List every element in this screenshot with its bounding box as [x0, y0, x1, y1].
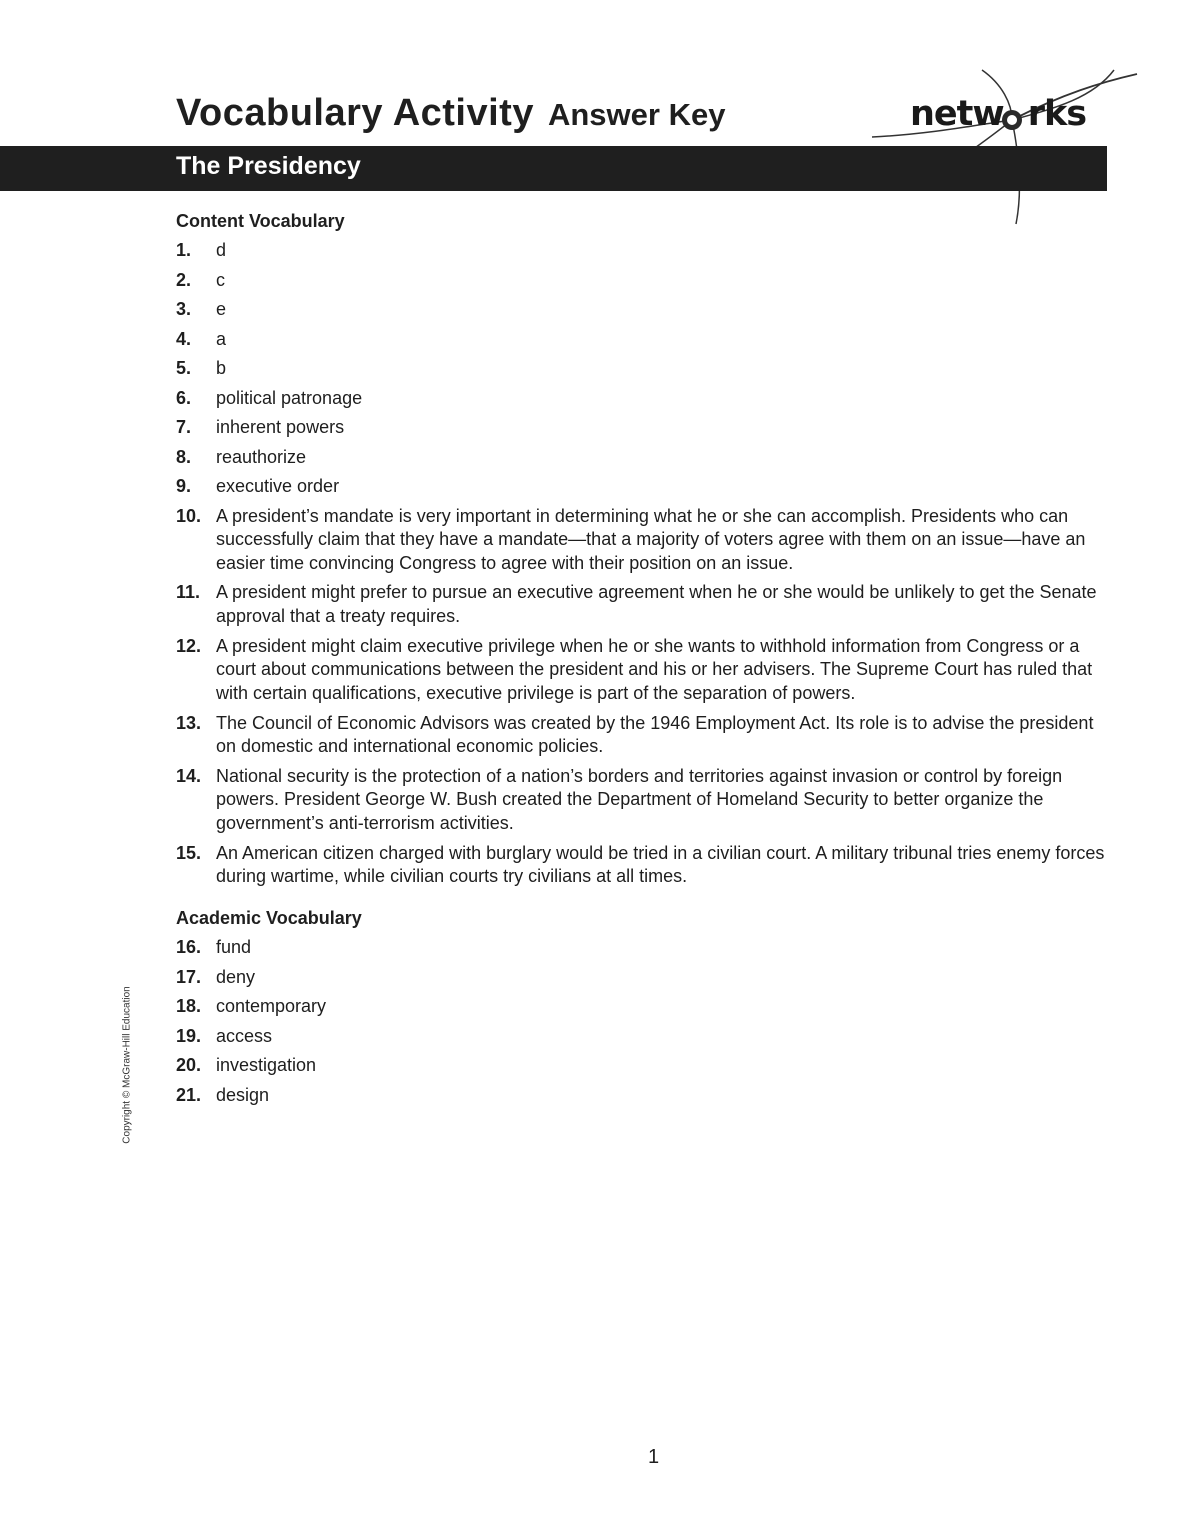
logo-text-left: netw: [910, 94, 1004, 134]
list-item: [176, 581, 1106, 628]
item-answer: deny: [216, 966, 256, 987]
page-header: [176, 92, 725, 135]
list-item: [176, 712, 1106, 759]
item-number: 18.: [176, 996, 202, 1017]
item-answer: access: [216, 1025, 273, 1046]
page-number: 1: [648, 1446, 660, 1468]
list-item: [176, 966, 1106, 990]
item-number: 11.: [176, 582, 201, 603]
item-answer: c: [216, 269, 225, 290]
item-number: 19.: [176, 1025, 202, 1046]
chapter-banner: [0, 146, 1107, 191]
page-subtitle: Answer Key: [547, 97, 726, 132]
item-number: 6.: [176, 387, 192, 408]
item-answer: fund: [216, 937, 252, 958]
item-answer: National security is the protection of a nation’s borders and territories against invasion or control by foreign powers. President George W. Bush created the Department of Homeland Security to better organize the government’s anti-terrorism activities.: [216, 765, 1063, 834]
item-number: 7.: [176, 417, 192, 437]
item-answer: A president’s mandate is very important in determining what he or she can accomplish. Presidents who can successfully claim that they have a mandate—that a majority of voters agree with them on an issue—have an easier time convincing Congress to agree with their position on an issue.: [216, 505, 1086, 573]
item-number: 12.: [176, 635, 202, 656]
list-item: [176, 387, 1106, 411]
item-answer: e: [216, 299, 227, 319]
list-item: [176, 635, 1106, 706]
item-number: 10.: [176, 505, 202, 526]
content-vocabulary-heading: Content Vocabulary: [176, 211, 345, 231]
item-number: 17.: [176, 966, 202, 987]
list-item: [176, 357, 1106, 381]
list-item: [176, 446, 1106, 470]
item-number: 14.: [176, 765, 202, 786]
item-answer: investigation: [216, 1055, 317, 1076]
item-number: 13.: [176, 712, 202, 733]
list-item: [176, 936, 1106, 960]
item-answer: contemporary: [216, 996, 327, 1017]
item-answer: executive order: [216, 476, 340, 496]
list-item: [176, 269, 1106, 293]
item-number: 21.: [176, 1084, 202, 1105]
list-item: [176, 328, 1106, 352]
answer-key-content: [176, 211, 1106, 1113]
item-number: 1.: [176, 240, 192, 260]
item-number: 16.: [176, 937, 202, 958]
list-item: [176, 765, 1106, 836]
list-item: [176, 1054, 1106, 1078]
item-number: 2.: [176, 269, 192, 290]
item-answer: d: [216, 240, 227, 260]
item-number: 8.: [176, 446, 192, 467]
item-answer: design: [216, 1084, 270, 1105]
list-item: [176, 995, 1106, 1019]
item-answer: A president might prefer to pursue an executive agreement when he or she would be unlikely to get the Senate approval that a treaty requires.: [216, 582, 1097, 627]
list-item: [176, 1025, 1106, 1049]
item-answer: inherent powers: [216, 417, 345, 437]
item-answer: A president might claim executive privilege when he or she wants to withhold information from Congress or a court about communications between the president and his or her advisers. The Supreme Court has ruled that with certain qualifications, executive privilege is part of the separation of powers.: [216, 635, 1093, 704]
list-item: [176, 475, 1106, 499]
page-title: Vocabulary Activity: [176, 92, 534, 134]
item-number: 9.: [176, 476, 192, 496]
item-answer: The Council of Economic Advisors was created by the 1946 Employment Act. Its role is to advise the president on domestic and international economic policies.: [216, 712, 1094, 757]
networks-logo: [910, 94, 1086, 134]
item-answer: An American citizen charged with burglary would be tried in a civilian court. A military tribunal tries enemy forces during wartime, while civilian courts try civilians at all times.: [216, 842, 1105, 887]
list-item: [176, 505, 1106, 576]
item-number: 4.: [176, 328, 192, 349]
item-number: 3.: [176, 299, 192, 319]
list-item: [176, 239, 1106, 263]
chapter-title: The Presidency: [176, 152, 361, 180]
item-number: 5.: [176, 358, 192, 378]
item-number: 15.: [176, 842, 202, 863]
item-answer: b: [216, 358, 227, 378]
item-answer: political patronage: [216, 387, 363, 408]
academic-vocabulary-heading: Academic Vocabulary: [176, 908, 362, 929]
logo-text-right: rks: [1027, 94, 1087, 134]
list-item: [176, 298, 1106, 322]
item-answer: reauthorize: [216, 446, 307, 467]
list-item: [176, 416, 1106, 440]
list-item: [176, 1084, 1106, 1108]
item-answer: a: [216, 328, 227, 349]
copyright-notice: Copyright © McGraw-Hill Education: [121, 986, 133, 1144]
list-item: [176, 842, 1106, 889]
item-number: 20.: [176, 1055, 202, 1076]
